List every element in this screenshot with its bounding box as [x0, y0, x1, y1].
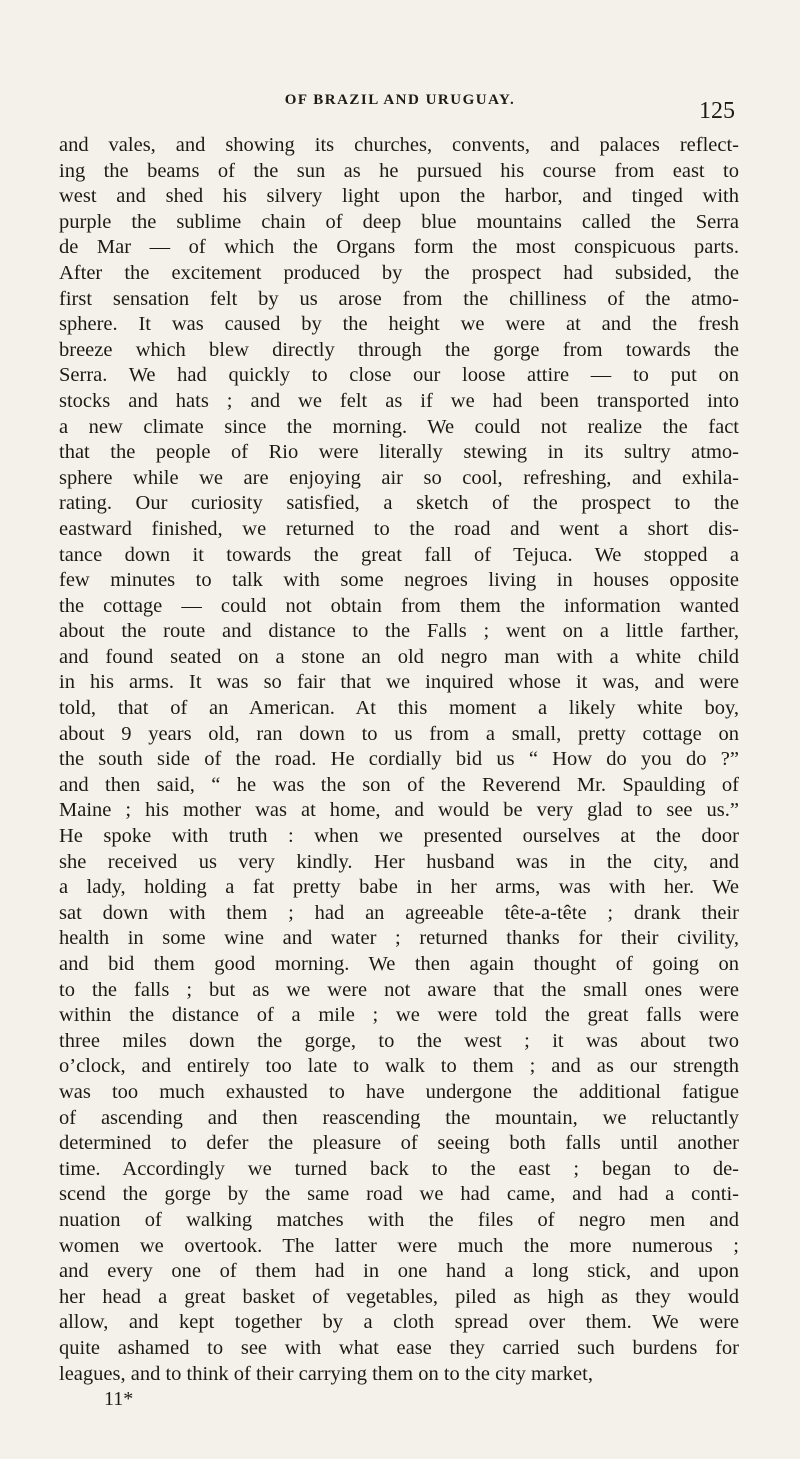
text-line: He spoke with truth : when we presented ourselves at the door	[59, 825, 739, 848]
text-line: eastward finished, we returned to the road and went a short dis-	[59, 517, 739, 540]
text-line: and every one of them had in one hand a long stick, and upon	[59, 1260, 739, 1283]
text-line: sphere. It was caused by the height we were at and the fresh	[59, 313, 739, 336]
text-line: sat down with them ; had an agreeable tête-a-tête ; drank their	[59, 901, 739, 924]
text-line: the south side of the road. He cordially bid us “ How do you do ?”	[59, 748, 739, 771]
text-line: rating. Our curiosity satisfied, a sketch of the prospect to the	[59, 492, 739, 515]
text-line: to the falls ; but as we were not aware that the small ones were	[59, 978, 739, 1001]
text-line: a lady, holding a fat pretty babe in her arms, was with her. We	[59, 876, 739, 899]
text-line: first sensation felt by us arose from the chilliness of the atmo-	[59, 287, 739, 310]
text-line: health in some wine and water ; returned thanks for their civility,	[59, 927, 739, 950]
text-line: and bid them good morning. We then again thought of going on	[59, 953, 739, 975]
text-line: within the distance of a mile ; we were told the great falls were	[59, 1004, 739, 1027]
text-line: de Mar — of which the Organs form the most conspicuous parts.	[59, 236, 739, 259]
text-line: and found seated on a stone an old negro man with a white child	[59, 645, 739, 668]
text-line: the cottage — could not obtain from them the information wanted	[59, 594, 739, 617]
text-line: Maine ; his mother was at home, and would be very glad to see us.”	[59, 799, 739, 822]
text-line: sphere while we are enjoying air so cool, refreshing, and exhila-	[59, 466, 739, 489]
text-line: about 9 years old, ran down to us from a small, pretty cottage on	[59, 722, 739, 745]
text-line: women we overtook. The latter were much the more numerous ;	[59, 1234, 739, 1257]
text-line: and vales, and showing its churches, convents, and palaces reflect-	[59, 134, 739, 156]
text-line: was too much exhausted to have undergone the additional fatigue	[59, 1080, 739, 1103]
text-line: a new climate since the morning. We could not realize the fact	[59, 415, 739, 438]
signature-mark: 11*	[104, 1388, 134, 1411]
text-line: purple the sublime chain of deep blue mountains called the Serra	[59, 210, 739, 233]
text-line: quite ashamed to see with what ease they carried such burdens for	[59, 1336, 739, 1359]
text-line: few minutes to talk with some negroes living in houses opposite	[59, 569, 739, 592]
running-title: OF BRAZIL AND URUGUAY.	[284, 92, 516, 108]
text-line: determined to defer the pleasure of seeing both falls until another	[59, 1132, 739, 1155]
text-line: about the route and distance to the Falls ; went on a little farther,	[59, 620, 739, 643]
text-line: breeze which blew directly through the gorge from towards the	[59, 338, 739, 361]
text-line: west and shed his silvery light upon the harbor, and tinged with	[59, 185, 739, 208]
page-number: 125	[699, 98, 735, 124]
text-line: that the people of Rio were literally stewing in its sultry atmo-	[59, 441, 739, 464]
body-paragraph	[59, 133, 739, 1411]
text-line: o’clock, and entirely too late to walk to them ; and as our strength	[59, 1055, 739, 1078]
text-line: scend the gorge by the same road we had came, and had a conti-	[59, 1183, 739, 1206]
text-line: leagues, and to think of their carrying them on to the city market,	[59, 1362, 593, 1385]
text-line: and then said, “ he was the son of the Reverend Mr. Spaulding of	[59, 773, 739, 796]
running-head	[0, 92, 800, 122]
text-line: time. Accordingly we turned back to the east ; began to de-	[59, 1157, 739, 1180]
text-line: nuation of walking matches with the files of negro men and	[59, 1208, 739, 1231]
text-line: ing the beams of the sun as he pursued his course from east to	[59, 159, 739, 182]
text-line: allow, and kept together by a cloth spread over them. We were	[59, 1311, 739, 1334]
text-line: tance down it towards the great fall of Tejuca. We stopped a	[59, 543, 739, 566]
text-line: of ascending and then reascending the mountain, we reluctantly	[59, 1106, 739, 1129]
text-line: told, that of an American. At this moment a likely white boy,	[59, 697, 739, 720]
text-line: she received us very kindly. Her husband was in the city, and	[59, 850, 739, 873]
text-line: her head a great basket of vegetables, piled as high as they would	[59, 1285, 739, 1308]
text-line: stocks and hats ; and we felt as if we had been transported into	[59, 389, 739, 412]
text-line: in his arms. It was so fair that we inquired whose it was, and were	[59, 671, 739, 694]
text-line: three miles down the gorge, to the west ; it was about two	[59, 1029, 739, 1052]
text-line: Serra. We had quickly to close our loose attire — to put on	[59, 364, 739, 387]
text-line: After the excitement produced by the prospect had subsided, the	[59, 261, 739, 284]
